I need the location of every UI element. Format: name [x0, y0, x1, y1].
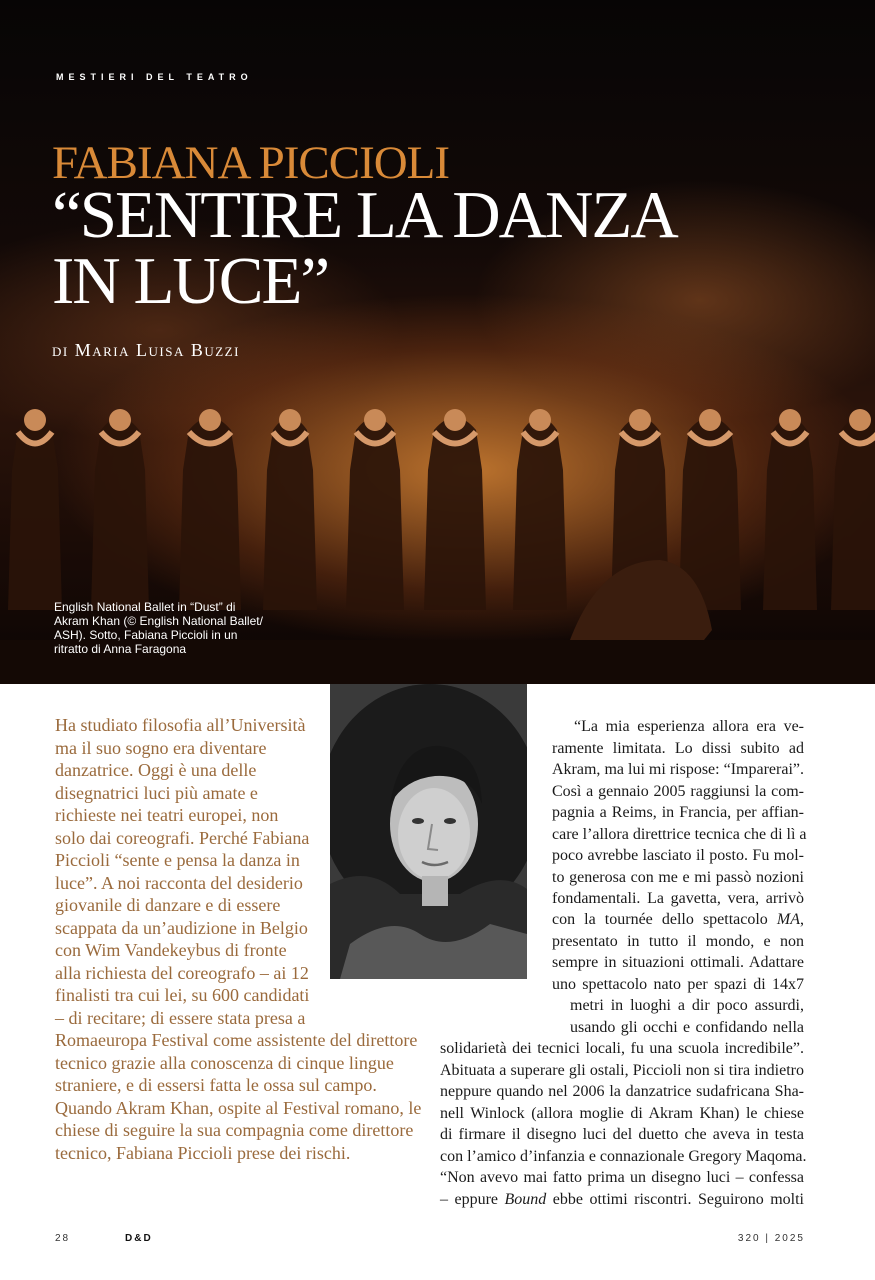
body-fragment: con la tournée dello spettacolo	[552, 911, 777, 928]
body-text-block-2	[552, 909, 804, 995]
body-fragment: – eppure	[440, 1190, 505, 1208]
dancer-silhouette	[263, 409, 317, 610]
intro-line: chiese di seguire la sua compagnia come direttore	[55, 1120, 414, 1140]
photo-caption	[54, 600, 294, 656]
section-kicker: MESTIERI DEL TEATRO	[56, 72, 253, 82]
title-quote-line-1: “SENTIRE LA DANZA	[52, 178, 677, 252]
body-line: uno spettacolo nato per spazi di 14x7	[552, 975, 804, 993]
intro-line: alla richiesta del coreografo – ai 12	[55, 962, 309, 983]
show-title: Bound	[504, 1190, 547, 1208]
intro-line: straniere, e di essersi fatta le ossa sul campo.	[55, 1075, 377, 1095]
body-line: “La mia esperienza allora era ve-	[574, 718, 804, 735]
dancer-silhouette	[179, 409, 241, 610]
body-line: care l’allora direttrice tecnica che di lì a	[552, 825, 807, 843]
body-text-block-4	[440, 1038, 807, 1210]
body-line	[440, 1189, 804, 1211]
caption-line: ASH). Sotto, Fabiana Piccioli in un	[54, 628, 238, 642]
body-line: to generosa con me e mi passò nozioni	[552, 868, 804, 886]
body-fragment: ,	[800, 911, 804, 928]
dancer-silhouette	[831, 409, 875, 610]
body-text-block-3	[570, 995, 804, 1038]
intro-line: giovanile di danzare e di essere	[55, 895, 281, 915]
intro-line: Romaeuropa Festival come assistente del direttore	[55, 1030, 418, 1050]
body-line: neppure quando nel 2006 la danzatrice sudafricana Sha-	[440, 1083, 804, 1100]
body-line: nell Winlock (allora moglie di Akram Khan) le chiese	[440, 1104, 804, 1122]
body-line: con l’amico d’infanzia e connazionale Gregory Maqoma.	[440, 1147, 807, 1165]
intro-line: tecnico, Fabiana Piccioli prese dei rischi.	[55, 1142, 351, 1163]
body-line: fondamentali. La gavetta, vera, arrivò	[552, 890, 804, 907]
intro-line: richieste nei teatri europei, non	[55, 805, 279, 825]
body-line	[552, 909, 804, 931]
intro-line: finalisti tra cui lei, su 600 candidati	[55, 985, 310, 1005]
body-line: solidarietà dei tecnici locali, fu una scuola incredibile”.	[440, 1040, 804, 1057]
intro-line: danzatrice. Oggi è una delle	[55, 760, 257, 780]
article-title-quote	[52, 178, 772, 318]
caption-line: ritratto di Anna Faragona	[54, 642, 187, 656]
dancer-silhouette	[346, 409, 404, 610]
show-title: MA	[776, 911, 800, 928]
intro-line: disegnatrici luci più amate e	[55, 782, 258, 803]
intro-line: tecnico grazie alla conoscenza di cinque lingue	[55, 1052, 394, 1073]
body-line: ramente limitata. Lo dissi subito ad	[552, 739, 804, 757]
caption-line: English National Ballet in “Dust” di	[54, 600, 236, 614]
body-line: usando gli occhi e confidando nella	[570, 1018, 804, 1036]
body-line: Akram, ma lui mi rispose: “Imparerai”.	[552, 761, 804, 778]
body-line: metri in luoghi a dir poco assurdi,	[570, 997, 804, 1014]
body-line: “Non avevo mai fatto prima un disegno luci – confessa	[440, 1169, 804, 1186]
dancer-silhouette	[424, 409, 486, 610]
dancer-silhouette	[513, 409, 567, 610]
body-fragment: ebbe ottimi riscontri. Seguirono molti	[546, 1190, 804, 1208]
dancer-silhouette	[91, 409, 149, 610]
intro-line: ma il suo sogno era diventare	[55, 737, 267, 758]
body-line: pagnia a Reims, in Francia, per affian-	[552, 804, 804, 821]
dancer-silhouette	[8, 409, 62, 610]
body-line: sempre in situazioni ottimali. Adattare	[552, 954, 804, 971]
byline: di Maria Luisa Buzzi	[52, 340, 240, 360]
dancer-silhouette	[763, 409, 817, 610]
intro-line: solo dai coreografi. Perché Fabiana	[55, 827, 310, 848]
page-number: 28	[55, 1233, 71, 1244]
body-line: Così a gennaio 2005 raggiunsi la com-	[552, 782, 804, 800]
issue-number: 320 | 2025	[737, 1233, 805, 1244]
intro-line: – di recitare; di essere stata presa a	[55, 1007, 306, 1028]
body-line: presentato in tutto il mondo, e non	[552, 932, 804, 950]
body-text-block-1	[552, 716, 807, 910]
intro-line: luce”. A noi racconta del desiderio	[55, 872, 303, 893]
body-line: poco avrebbe lasciato il posto. Fu mol-	[552, 847, 804, 864]
body-line: di firmare il disegno luci del duetto che aveva in testa	[440, 1126, 804, 1143]
article-title-name: FABIANA PICCIOLI	[52, 137, 450, 189]
intro-line: con Wim Vandekeybus di fronte	[55, 940, 287, 960]
article-intro	[55, 714, 421, 1164]
intro-line: Ha studiato filosofia all’Università	[55, 715, 306, 735]
caption-line: Akram Khan (© English National Ballet/	[54, 614, 263, 628]
intro-line: scappata da un’audizione in Belgio	[55, 917, 308, 938]
body-line: Abituata a superare gli ostali, Piccioli non si tira indietro	[440, 1061, 804, 1079]
intro-line: Piccioli “sente e pensa la danza in	[55, 850, 300, 870]
title-quote-line-2: IN LUCE”	[52, 244, 329, 318]
intro-line: Quando Akram Khan, ospite al Festival romano, le	[55, 1097, 422, 1118]
magazine-name: D&D	[125, 1233, 153, 1244]
